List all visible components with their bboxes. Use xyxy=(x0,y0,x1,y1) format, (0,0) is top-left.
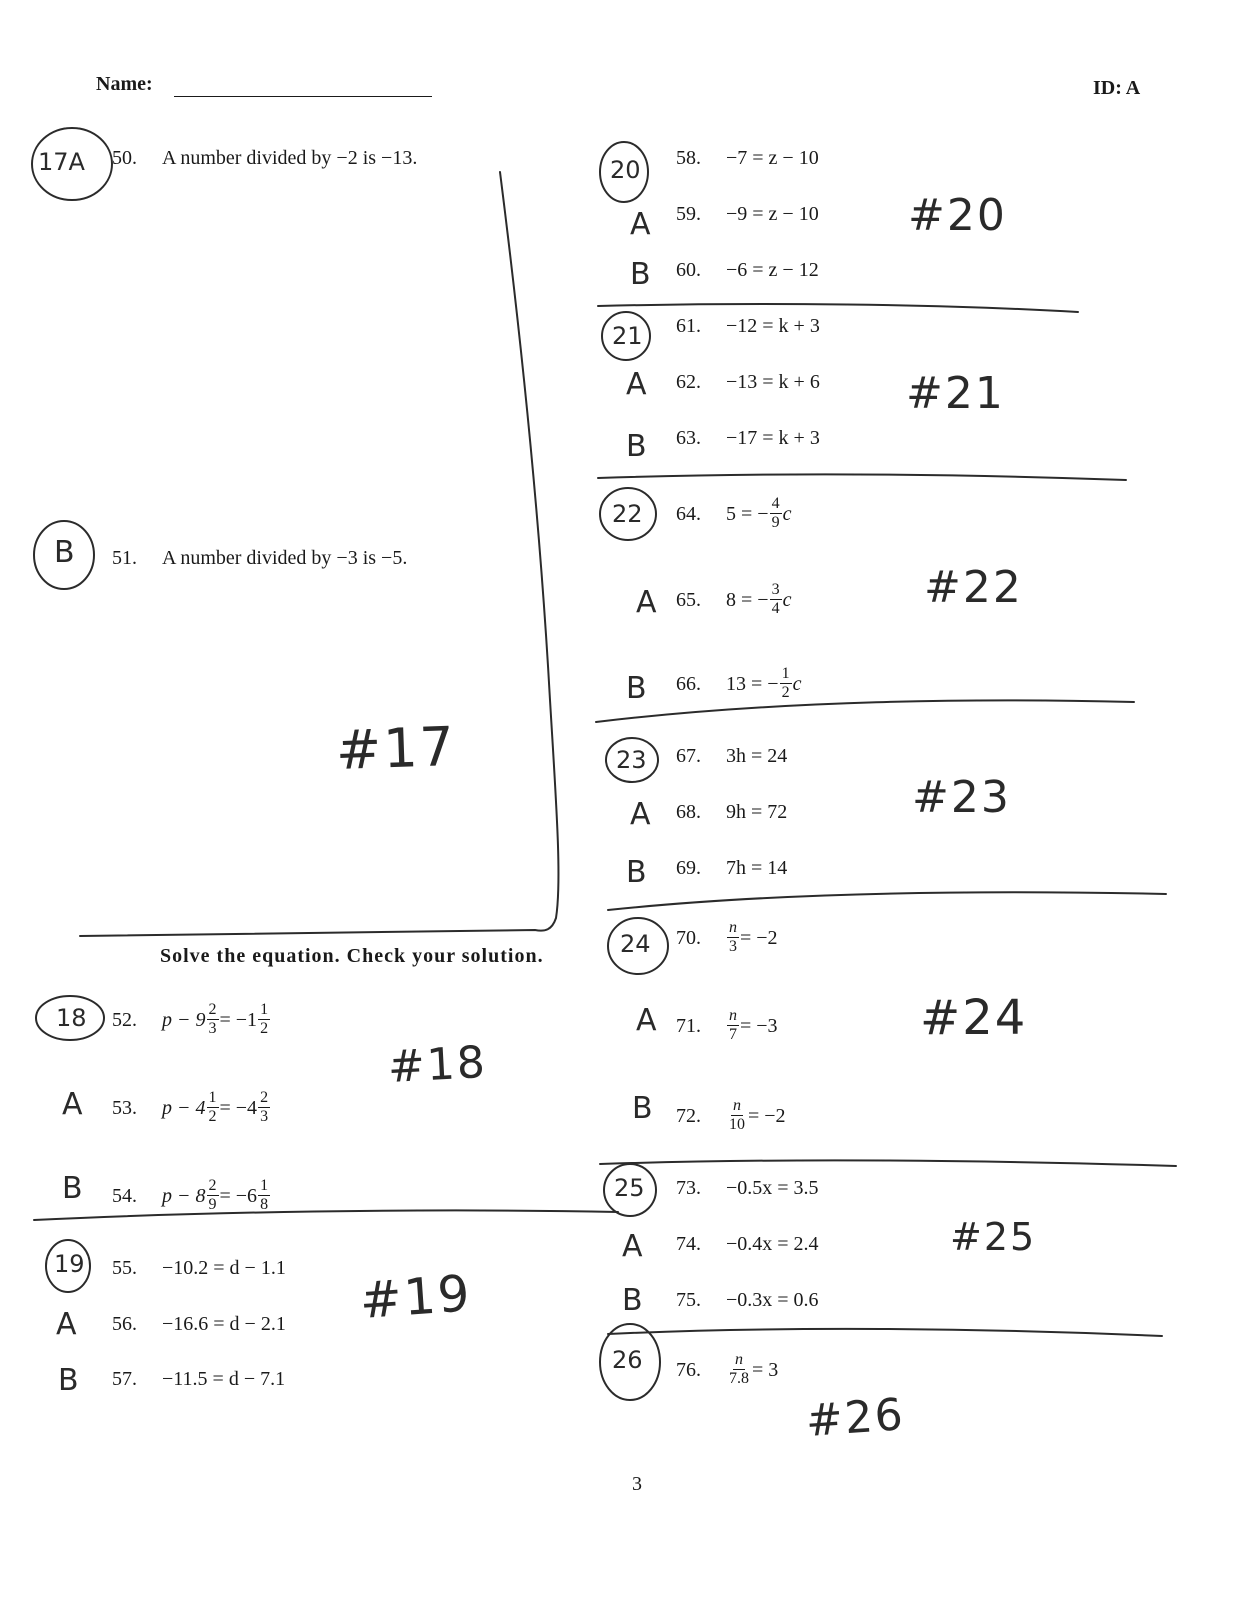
problem-65 xyxy=(676,582,791,617)
handwritten-tag-19: #19 xyxy=(357,1264,474,1330)
handwritten-letter-b: B xyxy=(54,535,75,570)
name-label: Name: xyxy=(96,73,153,95)
handwritten-letter-a: A xyxy=(636,1003,657,1038)
problem-number: 58. xyxy=(676,147,701,169)
circled-label-18: 18 xyxy=(56,1004,87,1032)
problem-rhs: = −6 xyxy=(219,1184,258,1207)
problem-70 xyxy=(676,920,778,955)
problem-number: 52. xyxy=(112,1008,137,1031)
circled-label-21: 21 xyxy=(612,322,643,350)
denominator: 9 xyxy=(208,1196,217,1213)
problem-lhs: 8 = − xyxy=(726,588,769,611)
problem-text: −13 = k + 6 xyxy=(726,371,820,393)
variable: c xyxy=(782,588,792,611)
problem-64 xyxy=(676,496,791,531)
problem-number: 54. xyxy=(112,1184,137,1207)
problem-63 xyxy=(676,428,820,448)
problem-text: −11.5 = d − 7.1 xyxy=(162,1368,286,1390)
separator-line xyxy=(598,474,1126,480)
handwritten-letter-a: A xyxy=(62,1087,83,1122)
problem-lhs: 13 = − xyxy=(726,672,779,695)
fraction xyxy=(727,1098,747,1133)
separator-line xyxy=(608,892,1166,910)
problem-number: 71. xyxy=(676,1014,701,1037)
handwritten-tag-26: #26 xyxy=(804,1389,907,1447)
denominator: 2 xyxy=(781,684,790,701)
problem-62 xyxy=(676,372,820,392)
problem-number: 62. xyxy=(676,371,701,393)
problem-72 xyxy=(676,1098,786,1133)
handwritten-letter-a: A xyxy=(626,367,647,402)
problem-number: 69. xyxy=(676,857,701,879)
problem-text: −9 = z − 10 xyxy=(726,203,819,225)
denominator: 7 xyxy=(729,1026,737,1043)
circled-label-20: 20 xyxy=(610,156,641,184)
denominator: 8 xyxy=(260,1196,269,1213)
numerator: 1 xyxy=(208,1089,217,1106)
problem-rhs: = −2 xyxy=(740,926,778,949)
problem-number: 70. xyxy=(676,926,701,949)
problem-number: 50. xyxy=(112,147,137,169)
fraction xyxy=(207,1178,219,1213)
problem-lhs: p − 4 xyxy=(162,1096,206,1119)
problem-text: 3h = 24 xyxy=(726,745,788,767)
problem-50 xyxy=(112,148,417,168)
denominator: 3 xyxy=(208,1020,217,1037)
numerator: n xyxy=(735,1351,743,1368)
problem-text: −6 = z − 12 xyxy=(726,259,819,281)
problem-55 xyxy=(112,1258,286,1278)
name-field-line[interactable] xyxy=(174,96,432,97)
problem-number: 60. xyxy=(676,259,701,281)
problem-number: 74. xyxy=(676,1233,701,1255)
problem-number: 53. xyxy=(112,1096,137,1119)
problem-text: −17 = k + 3 xyxy=(726,427,820,449)
problem-text: −7 = z − 10 xyxy=(726,147,819,169)
numerator: 1 xyxy=(260,1001,269,1018)
problem-number: 57. xyxy=(112,1368,137,1390)
fraction xyxy=(258,1090,270,1125)
problem-text: −0.4x = 2.4 xyxy=(726,1233,819,1255)
fraction xyxy=(258,1178,270,1213)
problem-number: 67. xyxy=(676,745,701,767)
separator-line xyxy=(608,1329,1162,1336)
variable: c xyxy=(782,502,792,525)
problem-text: −0.3x = 0.6 xyxy=(726,1289,819,1311)
handwritten-tag-25: #25 xyxy=(950,1215,1037,1259)
problem-number: 63. xyxy=(676,427,701,449)
denominator: 9 xyxy=(771,514,780,531)
circled-label-22: 22 xyxy=(612,500,643,528)
handwritten-tag-21: #21 xyxy=(906,368,1005,419)
problem-text: 9h = 72 xyxy=(726,801,788,823)
numerator: n xyxy=(729,1007,737,1024)
problem-number: 76. xyxy=(676,1358,701,1381)
handwritten-letter-a: A xyxy=(630,207,651,242)
problem-rhs: = −4 xyxy=(219,1096,258,1119)
problem-text: A number divided by −3 is −5. xyxy=(162,547,408,569)
handwritten-letter-b: B xyxy=(626,429,647,464)
problem-number: 66. xyxy=(676,672,701,695)
problem-number: 61. xyxy=(676,315,701,337)
handwritten-letter-a: A xyxy=(636,585,657,620)
problem-number: 75. xyxy=(676,1289,701,1311)
separator-line xyxy=(598,304,1078,312)
problem-text: −12 = k + 3 xyxy=(726,315,820,337)
problem-text: −16.6 = d − 2.1 xyxy=(162,1313,286,1335)
denominator: 7.8 xyxy=(729,1370,749,1387)
handwritten-letter-b: B xyxy=(626,855,647,890)
handwritten-letter-b: B xyxy=(58,1363,79,1398)
problem-number: 65. xyxy=(676,588,701,611)
problem-rhs: = 3 xyxy=(752,1358,779,1381)
problem-74 xyxy=(676,1234,819,1254)
problem-69 xyxy=(676,858,787,878)
page-number: 3 xyxy=(632,1473,642,1495)
handwritten-tag-22: #22 xyxy=(924,562,1023,613)
problem-number: 59. xyxy=(676,203,701,225)
fraction xyxy=(770,582,782,617)
handwritten-letter-a: A xyxy=(56,1307,77,1342)
problem-rhs: = −1 xyxy=(219,1008,258,1031)
numerator: 2 xyxy=(208,1001,217,1018)
circled-label-25: 25 xyxy=(614,1174,645,1202)
separator-line xyxy=(596,700,1134,722)
numerator: 4 xyxy=(771,495,780,512)
handwritten-tag-24: #24 xyxy=(920,990,1028,1046)
problem-number: 51. xyxy=(112,547,137,569)
numerator: 1 xyxy=(781,665,790,682)
handwritten-letter-a: A xyxy=(622,1229,643,1264)
numerator: n xyxy=(733,1097,741,1114)
id-label: ID: A xyxy=(1093,77,1141,99)
problem-text: A number divided by −2 is −13. xyxy=(162,147,418,169)
numerator: 1 xyxy=(260,1177,269,1194)
fraction xyxy=(207,1090,219,1125)
problem-68 xyxy=(676,802,787,822)
denominator: 3 xyxy=(260,1108,269,1125)
handwritten-letter-b: B xyxy=(632,1091,653,1126)
denominator: 3 xyxy=(729,938,737,955)
problem-text: −0.5x = 3.5 xyxy=(726,1177,819,1199)
numerator: 2 xyxy=(260,1089,269,1106)
circled-label-19: 19 xyxy=(54,1250,85,1278)
problem-58 xyxy=(676,148,819,168)
separator-line xyxy=(600,1160,1176,1166)
problem-59 xyxy=(676,204,819,224)
problem-54 xyxy=(112,1178,271,1213)
denominator: 10 xyxy=(729,1116,745,1133)
numerator: n xyxy=(729,919,737,936)
problem-61 xyxy=(676,316,820,336)
problem-73 xyxy=(676,1178,819,1198)
handwritten-letter-b: B xyxy=(622,1283,643,1318)
denominator: 4 xyxy=(771,600,780,617)
problem-lhs: 5 = − xyxy=(726,502,769,525)
problem-57 xyxy=(112,1369,285,1389)
instruction-text: Solve the equation. Check your solution. xyxy=(160,945,544,967)
circled-label-17a: 17A xyxy=(38,148,85,176)
fraction xyxy=(727,1008,739,1043)
problem-rhs: = −2 xyxy=(748,1104,786,1127)
denominator: 2 xyxy=(208,1108,217,1125)
problem-53 xyxy=(112,1090,271,1125)
problem-number: 73. xyxy=(676,1177,701,1199)
problem-lhs: p − 8 xyxy=(162,1184,206,1207)
fraction xyxy=(727,920,739,955)
denominator: 2 xyxy=(260,1020,269,1037)
problem-number: 68. xyxy=(676,801,701,823)
problem-60 xyxy=(676,260,819,280)
variable: c xyxy=(792,672,802,695)
problem-51 xyxy=(112,548,407,568)
circled-label-24: 24 xyxy=(620,930,651,958)
problem-76 xyxy=(676,1352,778,1387)
handwritten-letter-b: B xyxy=(62,1171,83,1206)
problem-text: −10.2 = d − 1.1 xyxy=(162,1257,286,1279)
fraction xyxy=(727,1352,751,1387)
problem-56 xyxy=(112,1314,286,1334)
numerator: 2 xyxy=(208,1177,217,1194)
handwritten-letter-b: B xyxy=(630,257,651,292)
problem-66 xyxy=(676,666,801,701)
problem-number: 72. xyxy=(676,1104,701,1127)
problem-67 xyxy=(676,746,787,766)
circled-label-23: 23 xyxy=(616,746,647,774)
fraction xyxy=(770,496,782,531)
handwritten-tag-17: #17 xyxy=(334,714,457,782)
handwritten-tag-20: #20 xyxy=(908,190,1007,241)
circled-label-26: 26 xyxy=(612,1346,643,1374)
problem-number: 55. xyxy=(112,1257,137,1279)
problem-number: 56. xyxy=(112,1313,137,1335)
handwritten-tag-23: #23 xyxy=(912,772,1011,823)
fraction xyxy=(780,666,792,701)
numerator: 3 xyxy=(771,581,780,598)
handwritten-tag-18: #18 xyxy=(386,1036,489,1093)
problem-lhs: p − 9 xyxy=(162,1008,206,1031)
fraction xyxy=(207,1002,219,1037)
problem-rhs: = −3 xyxy=(740,1014,778,1037)
problem-number: 64. xyxy=(676,502,701,525)
problem-52 xyxy=(112,1002,271,1037)
problem-75 xyxy=(676,1290,819,1310)
problem-text: 7h = 14 xyxy=(726,857,788,879)
fraction xyxy=(258,1002,270,1037)
handwritten-letter-b: B xyxy=(626,671,647,706)
handwritten-letter-a: A xyxy=(630,797,651,832)
problem-71 xyxy=(676,1008,778,1043)
